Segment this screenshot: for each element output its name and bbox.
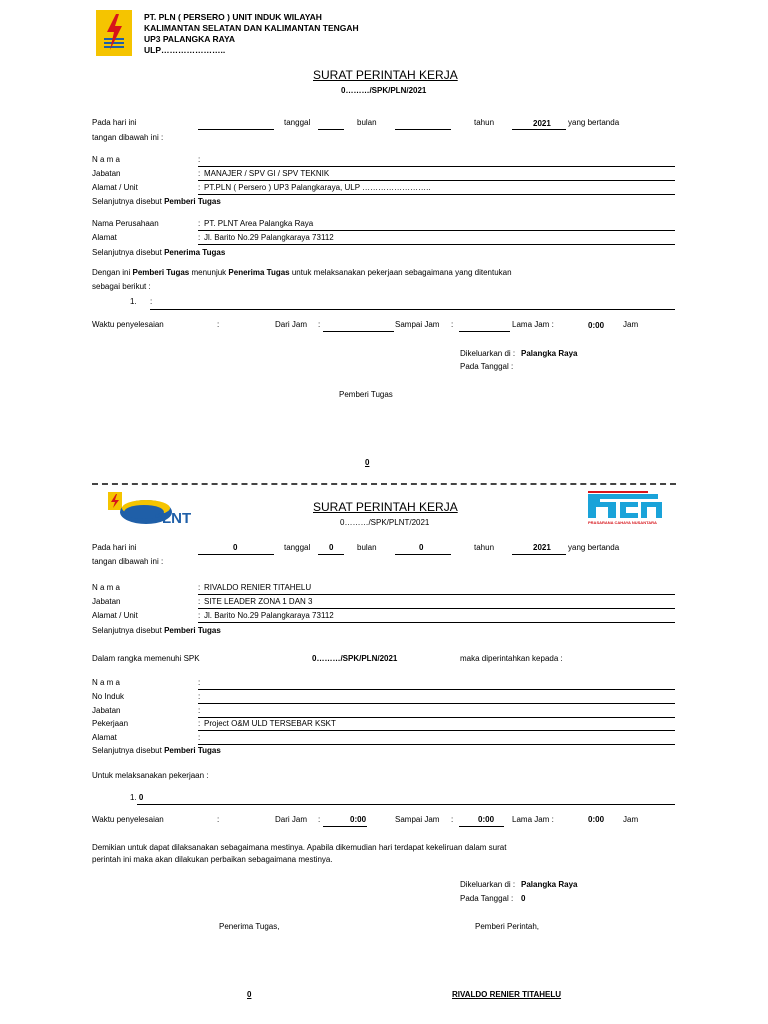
sampai-jam-label: Sampai Jam [395,320,440,329]
spk-number-2: 0………/SPK/PLNT/2021 [340,518,430,527]
dikeluarkan-value-2: Palangka Raya [521,880,578,889]
maka-label: maka diperintahkan kepada : [460,654,563,663]
item-1-field[interactable] [150,309,675,310]
hari-value-2: 0 [233,543,238,552]
no-induk-field[interactable] [198,703,675,704]
bulan-field[interactable] [395,129,451,130]
item-1-colon: : [150,297,153,306]
lama-jam-value-2: 0:00 [588,815,605,824]
company-header [144,12,359,56]
pemberi-tugas-label-3: Pemberi Tugas [164,746,221,755]
header-line-2: KALIMANTAN SELATAN DAN KALIMANTAN TENGAH [144,23,359,33]
item-1-value-2: 0 [138,793,144,802]
pemberi-perintah-sign-label: Pemberi Perintah, [475,922,540,931]
header-line-3: UP3 PALANGKA RAYA [144,34,236,44]
dengan-ini-label: Dengan ini [92,268,131,277]
dari-jam-colon: : [318,320,321,329]
tangan-label-2: tangan dibawah ini : [92,557,164,566]
pemberi-perintah-sign-value: RIVALDO RENIER TITAHELU [452,990,562,999]
pcn-logo-icon [586,490,666,520]
penerima-tugas-sign-value: 0 [247,990,252,999]
nama-label: N a m a [92,155,121,164]
jabatan-colon: : [198,169,201,178]
tangan-label: tangan dibawah ini : [92,133,164,142]
header-line-4: ULP………………….. [144,45,226,55]
tanggal-label: tanggal [284,118,311,127]
lama-jam-label: Lama Jam : [512,320,554,329]
penerima-tugas-inline: Penerima Tugas [228,268,290,277]
selanjutnya-label-4: Selanjutnya disebut [92,746,162,755]
nama-field-2[interactable] [198,594,675,595]
item-1-field-2[interactable] [137,804,675,805]
plnt-logo-text: PLNT [152,510,192,527]
pemberi-tugas-label: Pemberi Tugas [164,197,221,206]
dari-jam-field-2[interactable] [323,826,367,827]
tahun-label-2: tahun [474,543,495,552]
jabatan-colon-2: : [198,597,201,606]
nama-perusahaan-field[interactable] [198,230,675,231]
tahun-field-2[interactable] [512,554,566,555]
jabatan-label: Jabatan [92,169,121,178]
tahun-value-2: 2021 [533,543,551,552]
nama-label-2: N a m a [92,583,121,592]
penerima-tugas-sign-label: Penerima Tugas, [219,922,280,931]
alamat-label: Alamat [92,233,117,242]
pada-hari-ini-label: Pada hari ini [92,118,137,127]
demikian-line-2: perintah ini maka akan dilakukan perbaikan sebagaimana mestinya. [92,855,333,864]
demikian-line-1: Demikian untuk dapat dilaksanakan sebagaimana mestinya. Apabila dikemudian hari terdapat kekeliruan dalam surat [92,843,507,852]
dari-jam-field[interactable] [323,331,394,332]
item-1-number-2 [130,793,143,802]
tanggal-label-2: tanggal [284,543,311,552]
pekerjaan-value: Project O&M ULD TERSEBAR KSKT [204,719,336,728]
tanggal-field-2[interactable] [318,554,344,555]
pln-logo-icon [96,10,132,56]
no-induk-colon: : [198,692,201,701]
lama-jam-value: 0:00 [588,321,605,330]
selanjutnya-pemberi-2 [92,626,221,635]
dari-jam-value-2: 0:00 [350,815,367,824]
pemberi-tugas-inline: Pemberi Tugas [132,268,190,277]
sebagai-berikut-label: sebagai berikut : [92,282,151,291]
untuk-melaksanakan-label: untuk melaksanakan pekerjaan sebagaimana yang ditentukan [291,268,512,277]
nama-field[interactable] [198,166,675,167]
waktu-colon: : [217,320,220,329]
pln-logo [96,10,132,56]
nama-label-3: N a m a [92,678,121,687]
sampai-jam-colon: : [451,320,454,329]
waktu-colon-2: : [217,815,220,824]
alamat-unit-colon-2: : [198,611,201,620]
alamat-unit-label: Alamat / Unit [92,183,138,192]
bulan-label: bulan [357,118,377,127]
dari-jam-label: Dari Jam [275,320,308,329]
pcn-tagline: PRASARANA CAHAYA NUSANTARA [588,520,657,525]
dikeluarkan-value: Palangka Raya [521,349,578,358]
item-1-number: 1. [130,297,137,306]
yang-bertanda-label: yang bertanda [568,118,620,127]
waktu-label-2: Waktu penyelesaian [92,815,164,824]
pada-hari-ini-label-2: Pada hari ini [92,543,137,552]
menunjuk-label: menunjuk [191,268,227,277]
lama-jam-label-2: Lama Jam : [512,815,554,824]
jam-label: Jam [623,320,639,329]
pekerjaan-colon: : [198,719,201,728]
jabatan-field[interactable] [198,180,675,181]
pemberi-tugas-sign-label: Pemberi Tugas [339,390,393,399]
jabatan-colon-3: : [198,706,201,715]
yang-bertanda-label-2: yang bertanda [568,543,620,552]
pekerjaan-label: Pekerjaan [92,719,129,728]
dari-jam-colon-2: : [318,815,321,824]
tanggal-value-2: 0 [329,543,334,552]
jabatan-label-2: Jabatan [92,597,121,606]
tahun-field[interactable] [512,129,566,130]
alamat-colon-3: : [198,733,201,742]
sampai-jam-field[interactable] [459,331,510,332]
tahun-label: tahun [474,118,495,127]
section-divider [92,483,676,485]
spk-number: 0………/SPK/PLN/2021 [341,86,427,95]
sampai-jam-value-2: 0:00 [478,815,495,824]
nama-colon: : [198,155,201,164]
jam-label-2: Jam [623,815,639,824]
alamat-colon: : [198,233,201,242]
selanjutnya-pemberi-3 [92,746,221,755]
pekerjaan-field[interactable] [198,730,675,731]
selanjutnya-label-2: Selanjutnya disebut [92,248,162,257]
bulan-field-2[interactable] [395,554,451,555]
penerima-tugas-label: Penerima Tugas [164,248,226,257]
nama-perusahaan-colon: : [198,219,201,228]
alamat-field[interactable] [198,244,675,245]
hari-field-2[interactable] [198,554,274,555]
nama-perusahaan-label: Nama Perusahaan [92,219,159,228]
alamat-unit-field[interactable] [198,194,675,195]
alamat-value: Jl. Barito No.29 Palangkaraya 73112 [204,233,334,242]
hari-field[interactable] [198,129,274,130]
sampai-jam-colon-2: : [451,815,454,824]
jabatan-value-2: SITE LEADER ZONA 1 DAN 3 [204,597,313,606]
selanjutnya-label: Selanjutnya disebut [92,197,162,206]
nama-colon-2: : [198,583,201,592]
selanjutnya-penerima [92,248,225,257]
dikeluarkan-label-2: Dikeluarkan di : [460,880,516,889]
alamat-label-3: Alamat [92,733,117,742]
selanjutnya-label-3: Selanjutnya disebut [92,626,162,635]
nama-perusahaan-value: PT. PLNT Area Palangka Raya [204,219,314,228]
pemberi-tugas-sign-value: 0 [365,458,370,467]
nama-field-3[interactable] [198,689,675,690]
alamat-unit-field-2[interactable] [198,622,675,623]
dikeluarkan-label: Dikeluarkan di : [460,349,516,358]
tanggal-field[interactable] [318,129,344,130]
alamat-unit-value: PT.PLN ( Persero ) UP3 Palangkaraya, ULP …………………….. [204,183,431,192]
jabatan-field-3[interactable] [198,717,675,718]
alamat-unit-colon: : [198,183,201,192]
pada-tanggal-value-2: 0 [521,894,526,903]
page-title: SURAT PERINTAH KERJA [313,68,458,82]
pemberi-tugas-label-2: Pemberi Tugas [164,626,221,635]
dari-jam-label-2: Dari Jam [275,815,308,824]
jabatan-field-2[interactable] [198,608,675,609]
alamat-unit-label-2: Alamat / Unit [92,611,138,620]
alamat-field-3[interactable] [198,744,675,745]
alamat-unit-value-2: Jl. Barito No.29 Palangkaraya 73112 [204,611,334,620]
waktu-label: Waktu penyelesaian [92,320,164,329]
untuk-melaksanakan-label-2: Untuk melaksanakan pekerjaan : [92,771,209,780]
bulan-value-2: 0 [419,543,424,552]
dalam-rangka-spk-number: 0………/SPK/PLN/2021 [312,654,398,663]
jabatan-label-3: Jabatan [92,706,121,715]
header-line-1: PT. PLN ( PERSERO ) UNIT INDUK WILAYAH [144,12,322,22]
selanjutnya-pemberi [92,197,221,206]
dalam-rangka-label: Dalam rangka memenuhi SPK [92,654,200,663]
page-title-2: SURAT PERINTAH KERJA [313,500,458,514]
item-1-number-label-2: 1. [130,793,137,802]
nama-value-2: RIVALDO RENIER TITAHELU [204,583,312,592]
jabatan-value: MANAJER / SPV GI / SPV TEKNIK [204,169,330,178]
pada-tanggal-label: Pada Tanggal : [460,362,514,371]
pada-tanggal-label-2: Pada Tanggal : [460,894,514,903]
bulan-label-2: bulan [357,543,377,552]
dengan-ini-line [92,268,512,277]
sampai-jam-field-2[interactable] [459,826,504,827]
sampai-jam-label-2: Sampai Jam [395,815,440,824]
nama-colon-3: : [198,678,201,687]
tahun-value: 2021 [533,119,551,128]
no-induk-label: No Induk [92,692,125,701]
